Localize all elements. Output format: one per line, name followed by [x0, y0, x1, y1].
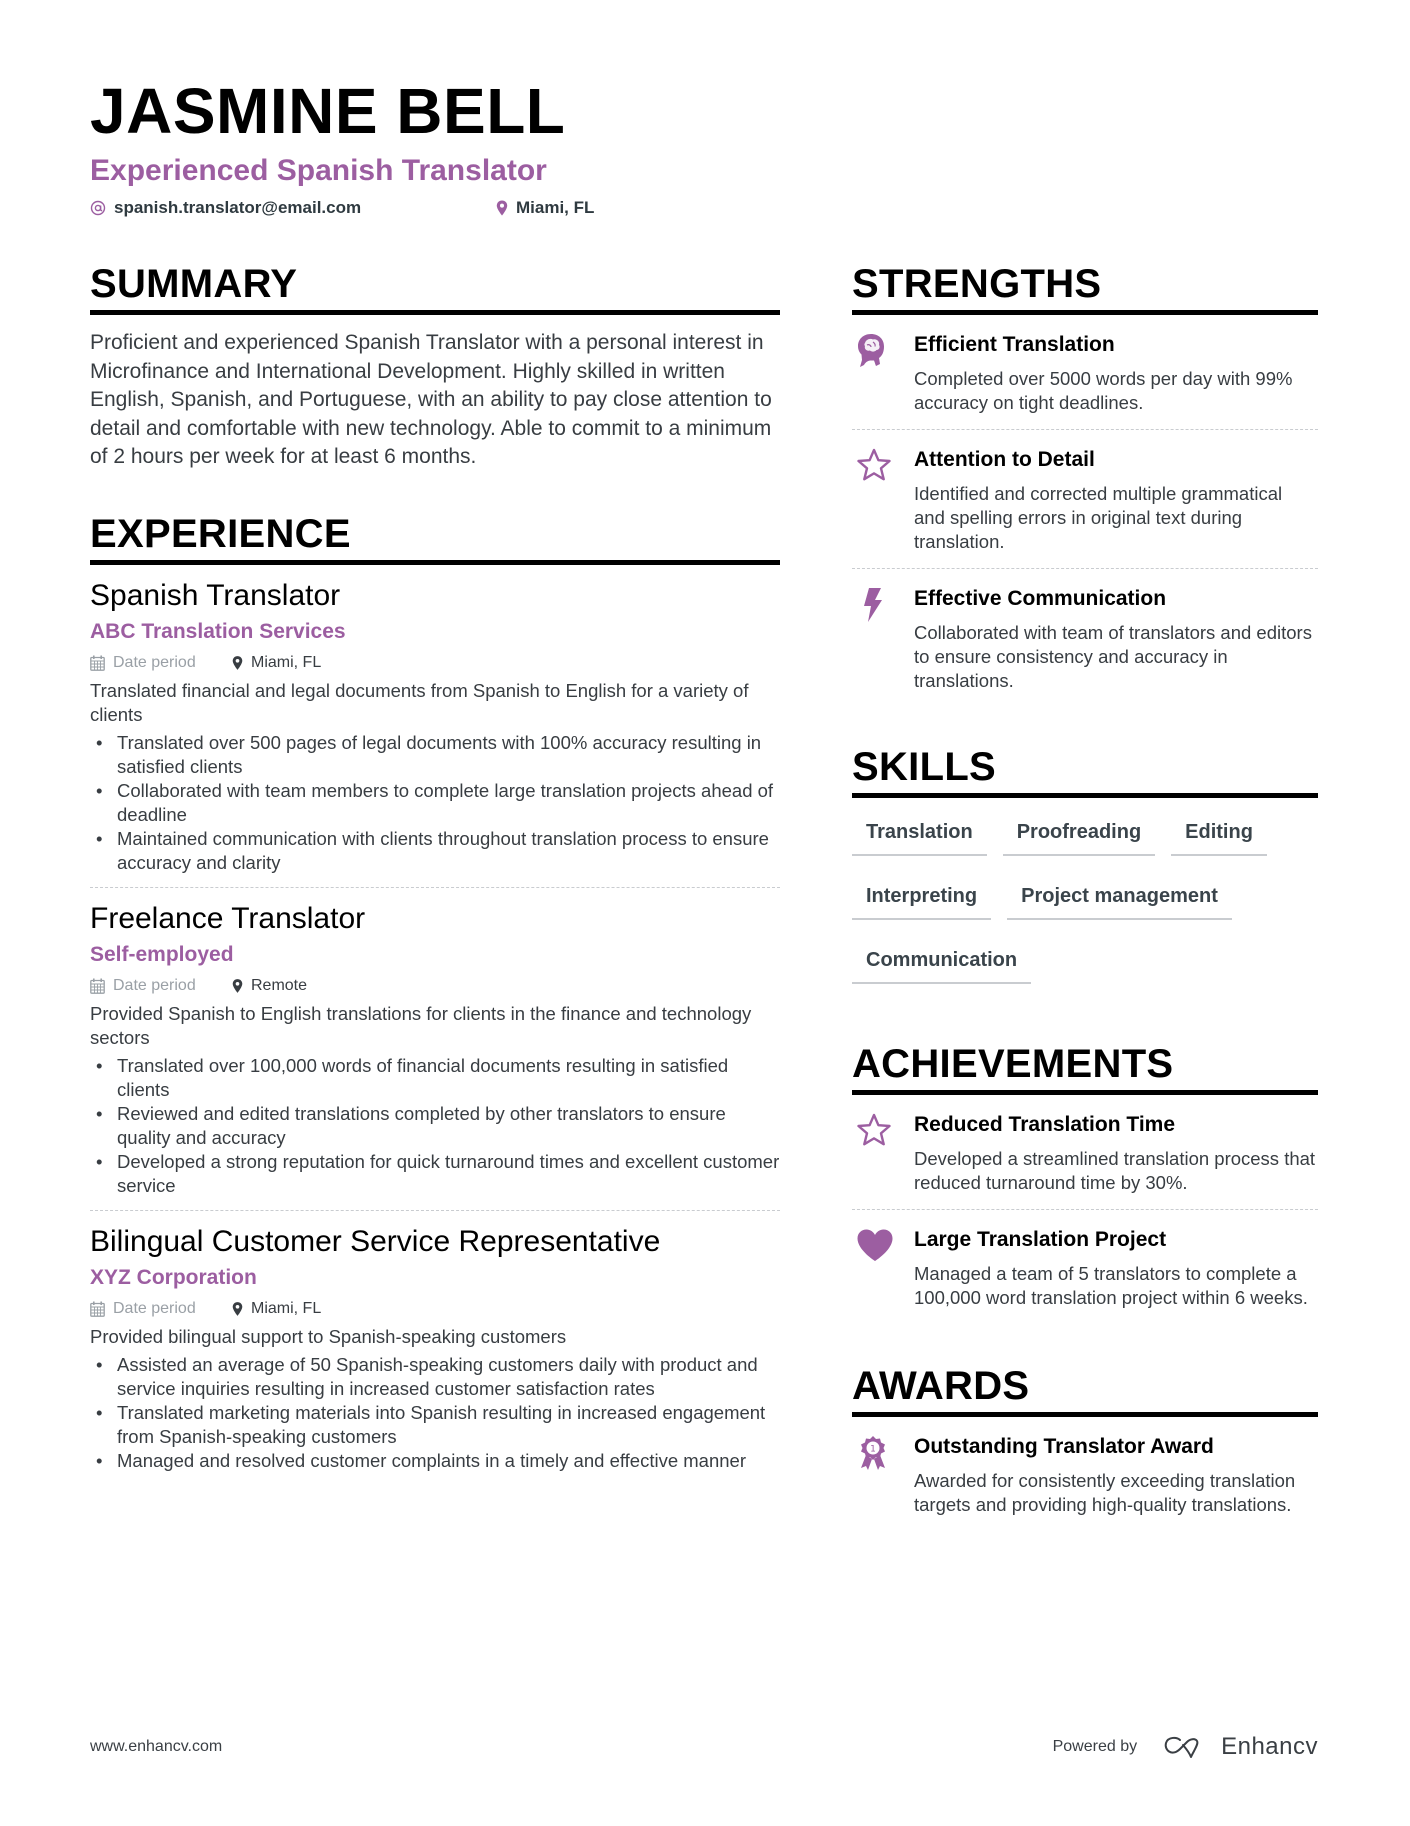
summary-heading: SUMMARY	[90, 262, 780, 315]
strengths-heading: STRENGTHS	[852, 262, 1318, 315]
summary-section	[90, 262, 780, 472]
experience-meta	[90, 974, 780, 998]
experience-location-text: Remote	[251, 976, 308, 994]
experience-section	[90, 512, 780, 1485]
calendar-icon	[90, 655, 105, 671]
skill-tag: Project management	[1007, 876, 1232, 920]
strength-title: Efficient Translation	[914, 333, 1115, 356]
experience-location-text: Miami, FL	[251, 653, 322, 671]
skills-section	[852, 745, 1318, 1004]
svg-text:1: 1	[870, 1444, 876, 1455]
website-link[interactable]: www.enhancv.com	[90, 1738, 223, 1755]
award-body	[914, 1433, 1318, 1517]
strength-description: Identified and corrected multiple grammatical and spelling errors in original text during translation.	[914, 483, 1283, 552]
calendar-icon	[90, 978, 105, 994]
achievement-body	[914, 1226, 1318, 1310]
enhancv-brand-text: Enhancv	[1221, 1733, 1318, 1760]
skills-heading: SKILLS	[852, 745, 1318, 798]
skill-tag: Communication	[852, 940, 1031, 984]
experience-location	[232, 1297, 321, 1321]
right-column	[852, 262, 1318, 1575]
experience-meta	[90, 1297, 780, 1321]
lightning-bolt-icon	[852, 585, 914, 693]
strength-body	[914, 446, 1318, 554]
experience-date-text: Date period	[113, 1299, 196, 1317]
experience-bullet: • Translated marketing materials into Spanish resulting in increased engagement from Spanish-speaking customers	[90, 1401, 780, 1449]
skill-tag: Proofreading	[1003, 812, 1155, 856]
strength-title: Effective Communication	[914, 587, 1167, 610]
experience-bullet: • Maintained communication with clients throughout translation process to ensure accuracy and clarity	[90, 827, 780, 875]
achievements-section	[852, 1042, 1318, 1324]
experience-date-text: Date period	[113, 976, 196, 994]
award-item	[852, 1417, 1318, 1531]
strength-title: Attention to Detail	[914, 448, 1095, 471]
experience-item	[90, 565, 780, 888]
brain-head-icon	[852, 331, 914, 415]
achievement-body	[914, 1111, 1318, 1195]
achievement-title: Reduced Translation Time	[914, 1113, 1176, 1136]
skill-tag: Interpreting	[852, 876, 991, 920]
experience-bullets	[90, 731, 780, 875]
strength-description: Completed over 5000 words per day with 99% accuracy on tight deadlines.	[914, 368, 1293, 413]
experience-bullets	[90, 1054, 780, 1198]
left-column	[90, 262, 780, 1529]
experience-bullet: • Translated over 500 pages of legal documents with 100% accuracy resulting in satisfied clients	[90, 731, 780, 779]
strength-item	[852, 430, 1318, 569]
award-description: Awarded for consistently exceeding translation targets and providing high-quality translations.	[914, 1470, 1296, 1515]
experience-location-text: Miami, FL	[251, 1299, 322, 1317]
strength-body	[914, 585, 1318, 693]
experience-role: Freelance Translator	[90, 901, 366, 935]
skill-tag: Translation	[852, 812, 987, 856]
experience-bullet: • Translated over 100,000 words of financial documents resulting in satisfied clients	[90, 1054, 780, 1102]
award-title: Outstanding Translator Award	[914, 1435, 1214, 1458]
strength-description: Collaborated with team of translators and editors to ensure consistency and accuracy in translations.	[914, 622, 1312, 691]
experience-role: Bilingual Customer Service Representative	[90, 1224, 661, 1258]
email-text: spanish.translator@email.com	[114, 198, 362, 217]
experience-company: XYZ Corporation	[90, 1265, 257, 1289]
experience-description: Provided Spanish to English translations for clients in the finance and technology sectors	[90, 1002, 752, 1048]
powered-by	[1053, 1733, 1318, 1761]
contact-location	[496, 198, 594, 218]
at-icon	[90, 200, 106, 216]
achievements-heading: ACHIEVEMENTS	[852, 1042, 1318, 1095]
map-pin-icon	[232, 1301, 243, 1317]
experience-item	[90, 1211, 780, 1485]
enhancv-logo-icon	[1163, 1735, 1209, 1759]
strengths-section	[852, 262, 1318, 707]
experience-heading: EXPERIENCE	[90, 512, 780, 565]
contact-row	[90, 198, 1320, 218]
experience-company: Self-employed	[90, 942, 234, 966]
experience-bullet: • Assisted an average of 50 Spanish-speaking customers daily with product and service inquiries resulting in increased customer satisfaction rates	[90, 1353, 780, 1401]
heart-icon	[852, 1226, 914, 1310]
summary-text: Proficient and experienced Spanish Translator with a personal interest in Microfinance and International Development. Highly skilled in written English, Spanish, and Portuguese, with an ability to pay close attention to detail and comfortable with new technology. Able to commit to a minimum of 2 hours per week for at least 6 months.	[90, 331, 772, 468]
map-pin-icon	[496, 200, 508, 216]
experience-date	[90, 974, 232, 998]
experience-location	[232, 651, 321, 675]
strength-item	[852, 569, 1318, 707]
powered-by-label: Powered by	[1052, 1738, 1138, 1755]
experience-bullet: • Managed and resolved customer complaints in a timely and effective manner	[90, 1449, 780, 1473]
calendar-icon	[90, 1301, 105, 1317]
candidate-title: Experienced Spanish Translator	[90, 154, 547, 187]
achievement-item	[852, 1210, 1318, 1324]
skills-list	[852, 812, 1318, 1004]
awards-section	[852, 1364, 1318, 1531]
awards-heading: AWARDS	[852, 1364, 1318, 1417]
experience-meta	[90, 651, 780, 675]
experience-bullet: • Collaborated with team members to complete large translation projects ahead of deadline	[90, 779, 780, 827]
experience-item	[90, 888, 780, 1211]
experience-date	[90, 1297, 232, 1321]
experience-location	[232, 974, 307, 998]
experience-date-text: Date period	[113, 653, 196, 671]
experience-bullets	[90, 1353, 780, 1473]
experience-role: Spanish Translator	[90, 578, 341, 612]
footer	[90, 1733, 1318, 1761]
achievement-description: Developed a streamlined translation process that reduced turnaround time by 30%.	[914, 1148, 1316, 1193]
experience-bullet: • Developed a strong reputation for quick turnaround times and excellent customer service	[90, 1150, 780, 1198]
experience-company: ABC Translation Services	[90, 619, 346, 643]
achievement-title: Large Translation Project	[914, 1228, 1167, 1251]
map-pin-icon	[232, 655, 243, 671]
skill-tag: Editing	[1171, 812, 1267, 856]
resume-header	[90, 76, 1320, 218]
star-outline-icon	[852, 1111, 914, 1195]
location-text: Miami, FL	[516, 198, 595, 217]
experience-date	[90, 651, 232, 675]
experience-description: Translated financial and legal documents from Spanish to English for a variety of clients	[90, 679, 749, 725]
candidate-name: JASMINE BELL	[90, 75, 566, 147]
strength-item	[852, 315, 1318, 430]
map-pin-icon	[232, 978, 243, 994]
star-outline-icon	[852, 446, 914, 554]
strength-body	[914, 331, 1318, 415]
enhancv-logo[interactable]	[1163, 1733, 1318, 1761]
experience-description: Provided bilingual support to Spanish-speaking customers	[90, 1325, 567, 1347]
award-ribbon-icon	[852, 1433, 914, 1517]
achievement-description: Managed a team of 5 translators to complete a 100,000 word translation project within 6 weeks.	[914, 1263, 1308, 1308]
experience-bullet: • Reviewed and edited translations completed by other translators to ensure quality and accuracy	[90, 1102, 780, 1150]
contact-email[interactable]	[90, 198, 496, 218]
achievement-item	[852, 1095, 1318, 1210]
